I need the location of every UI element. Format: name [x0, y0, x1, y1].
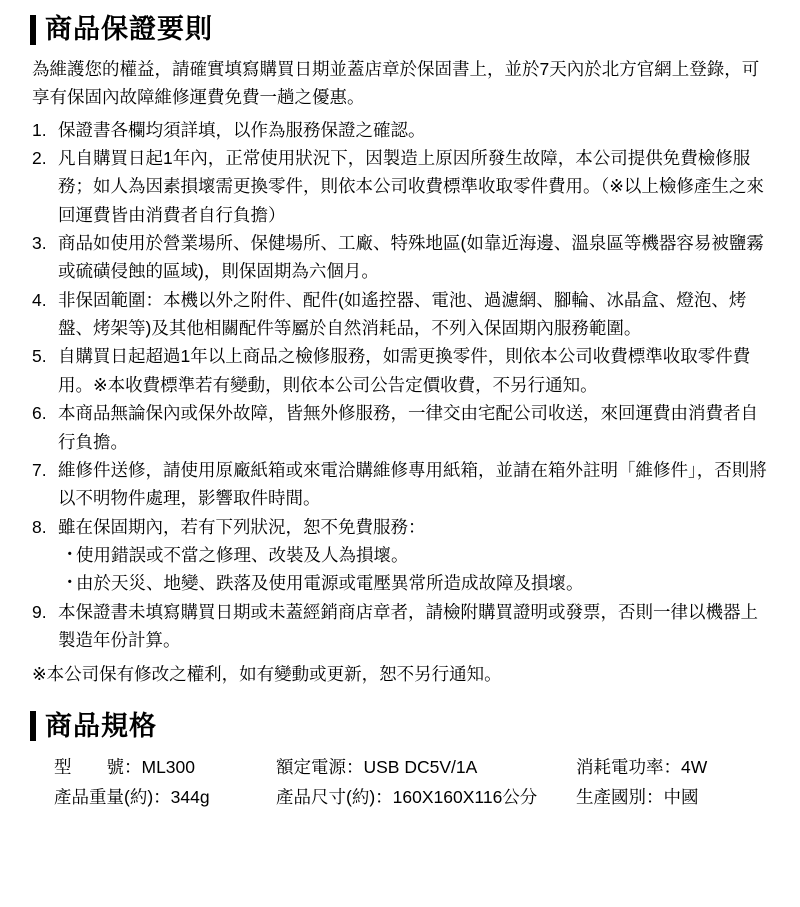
table-row — [30, 782, 770, 812]
sub-list-item-text: 由於天災、地變、跌落及使用電源或電壓異常所造成故障及損壞。 — [76, 573, 584, 594]
list-item-number: 1. — [32, 119, 47, 140]
warranty-section — [30, 14, 770, 689]
list-item-text: 本保證書未填寫購買日期或未蓋經銷商店章者，請檢附購買證明或發票，否則一律以機器上製造年份計算。 — [58, 601, 758, 650]
list-item — [32, 286, 770, 343]
spec-cell — [576, 782, 770, 812]
list-item — [32, 144, 770, 229]
spec-section — [30, 711, 770, 812]
spec-cell — [276, 752, 576, 782]
spec-heading-text: 商品規格 — [45, 710, 157, 741]
spec-label: 生產國別： — [576, 786, 664, 807]
list-item — [32, 342, 770, 399]
list-item-text: 保證書各欄均須詳填，以作為服務保證之確認。 — [58, 119, 426, 140]
spec-label: 消耗電功率： — [576, 756, 681, 777]
spec-cell — [30, 782, 276, 812]
list-item — [32, 598, 770, 655]
list-item-number: 9. — [32, 601, 47, 622]
list-item — [32, 456, 770, 513]
spec-value: 中國 — [663, 786, 699, 807]
warranty-terms-list — [30, 116, 770, 655]
spec-value: USB DC5V/1A — [363, 756, 478, 777]
list-item-text: 雖在保固期內，若有下列狀況，恕不免費服務： — [58, 516, 426, 537]
list-item-text: 商品如使用於營業場所、保健場所、工廠、特殊地區(如靠近海邊、溫泉區等機器容易被鹽霧或硫磺侵蝕的區域)，則保固期為六個月。 — [58, 233, 764, 282]
list-item — [32, 513, 770, 598]
list-item-number: 6. — [32, 403, 47, 424]
spec-label: 額定電源： — [276, 756, 364, 777]
warranty-heading-text: 商品保證要則 — [45, 14, 213, 44]
list-item-text: 非保固範圍：本機以外之附件、配件(如遙控器、電池、過濾網、腳輪、冰晶盒、燈泡、烤盤、烤架等)及其他相關配件等屬於自然消耗品，不列入保固期內服務範圍。 — [58, 289, 747, 339]
sub-list-item — [58, 541, 770, 569]
list-item-number: 4. — [32, 289, 47, 310]
spec-table — [30, 752, 770, 812]
sub-list-item-text: 使用錯誤或不當之修理、改裝及人為損壞。 — [76, 544, 409, 565]
list-item-text: 凡自購買日起1年內，正常使用狀況下，因製造上原因所發生故障，本公司提供免費檢修服務；如人為因素損壞需更換零件，則依本公司收費標準收取零件費用。（※以上檢修產生之來回運費皆由消費者自行負擔） — [58, 148, 764, 225]
spec-value: 160X160X116公分 — [392, 786, 538, 807]
sub-list-item — [58, 569, 770, 597]
spec-label: 產品重量(約)： — [54, 786, 171, 807]
list-item-number: 8. — [32, 516, 47, 537]
list-item-text: 自購買日起超過1年以上商品之檢修服務，如需更換零件，則依本公司收費標準收取零件費用。※本收費標準若有變動，則依本公司公告定價收費，不另行通知。 — [58, 346, 751, 395]
warranty-intro: 為維護您的權益，請確實填寫購買日期並蓋店章於保固書上，並於7天內於北方官網上登錄，可享有保固內故障維修運費免費一趟之優惠。 — [32, 59, 760, 108]
list-item-number: 2. — [32, 148, 47, 169]
spec-cell — [276, 782, 576, 812]
heading-bar-icon — [30, 711, 36, 741]
list-item-text: 維修件送修，請使用原廠紙箱或來電洽購維修專用紙箱，並請在箱外註明「維修件」，否則將以不明物件處理，影響取件時間。 — [58, 459, 767, 509]
warranty-footnote: ※本公司保有修改之權利，如有變動或更新，恕不另行通知。 — [32, 664, 502, 685]
table-row — [30, 752, 770, 782]
spec-value: 344g — [170, 786, 210, 807]
list-item-number: 3. — [32, 233, 47, 254]
spec-heading — [30, 711, 770, 742]
list-item-number: 5. — [32, 346, 47, 367]
list-item — [32, 116, 770, 144]
bullet-dot-icon: ・ — [61, 543, 79, 564]
spec-cell — [30, 752, 276, 782]
list-item-number: 7. — [32, 459, 47, 480]
spec-label: 型 號： — [54, 756, 142, 777]
spec-cell — [576, 752, 770, 782]
spec-label: 產品尺寸(約)： — [276, 786, 393, 807]
warranty-sub-list — [58, 541, 770, 598]
warranty-heading — [30, 14, 770, 45]
bullet-dot-icon: ・ — [61, 572, 79, 593]
list-item-text: 本商品無論保內或保外故障，皆無外修服務，一律交由宅配公司收送，來回運費由消費者自行負擔。 — [58, 403, 758, 452]
heading-bar-icon — [30, 15, 36, 45]
spec-value: 4W — [681, 756, 708, 777]
list-item — [32, 399, 770, 456]
list-item — [32, 229, 770, 286]
spec-value: ML300 — [141, 756, 196, 777]
